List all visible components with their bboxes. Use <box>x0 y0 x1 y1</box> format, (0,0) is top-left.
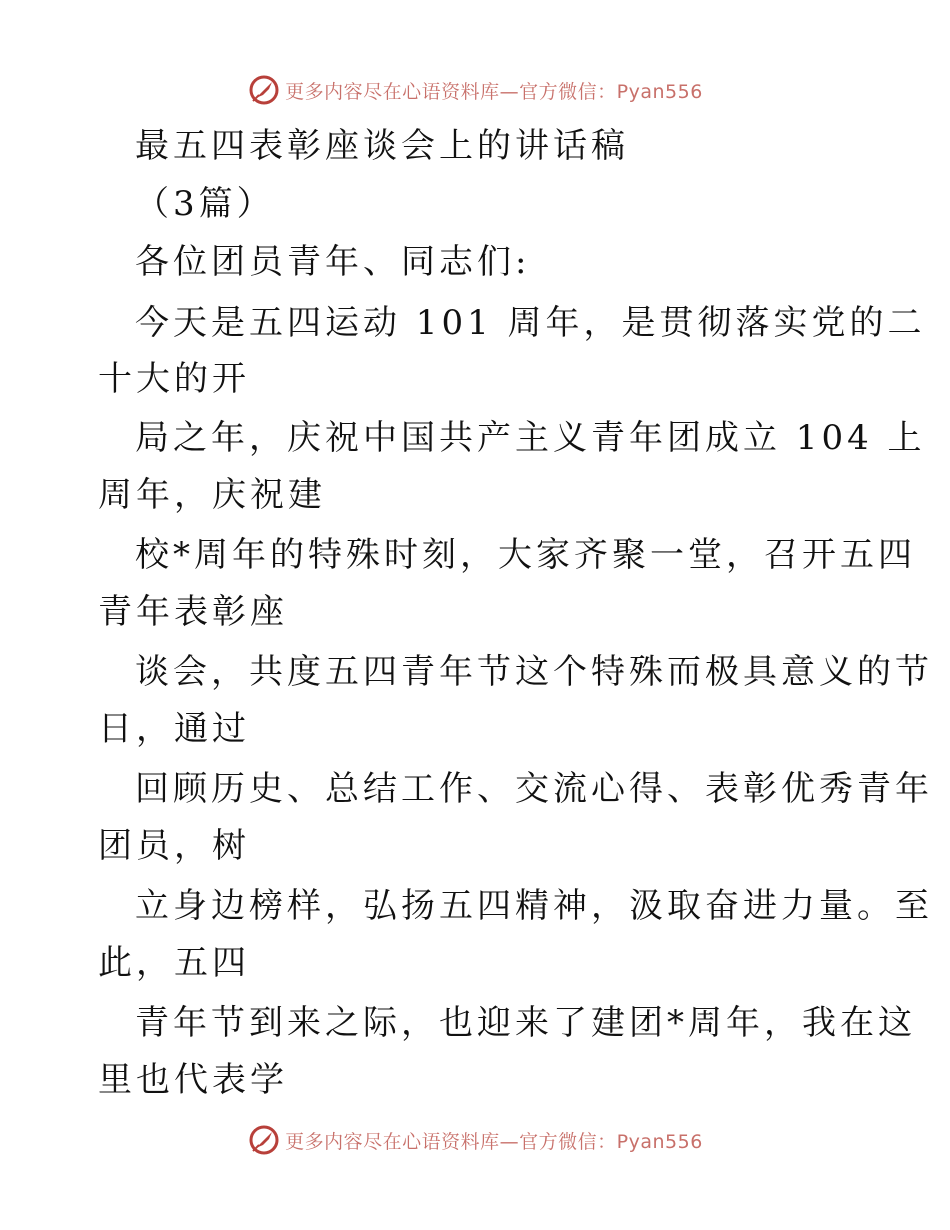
body-line: 局之年，庆祝中国共产主义青年团成立 104 上 <box>135 418 926 458</box>
document-title: 最五四表彰座谈会上的讲话稿 <box>135 126 629 166</box>
body-line: 青年节到来之际，也迎来了建团*周年，我在这 <box>135 1003 916 1043</box>
body-line: 谈会，共度五四青年节这个特殊而极具意义的节 <box>135 652 933 692</box>
salutation: 各位团员青年、同志们: <box>135 242 531 282</box>
document-subtitle: （3篇） <box>135 184 275 224</box>
body-line: 立身边榜样，弘扬五四精神，汲取奋进力量。至 <box>135 886 933 926</box>
body-line: 回顾历史、总结工作、交流心得、表彰优秀青年 <box>135 769 933 809</box>
watermark-text: 更多内容尽在心语资料库—官方微信：Pyan556 <box>285 1130 703 1153</box>
body-line: 团员，树 <box>98 826 250 866</box>
body-line: 此，五四 <box>98 943 250 983</box>
body-line: 校*周年的特殊时刻，大家齐聚一堂，召开五四 <box>135 535 916 575</box>
body-line: 周年，庆祝建 <box>98 475 326 515</box>
watermark-text: 更多内容尽在心语资料库—官方微信：Pyan556 <box>285 80 703 103</box>
body-line: 青年表彰座 <box>98 592 288 632</box>
body-line: 今天是五四运动 101 周年，是贯彻落实党的二 <box>135 303 926 343</box>
watermark-banner-bottom <box>0 1120 950 1160</box>
body-line: 十大的开 <box>98 359 250 399</box>
quill-logo-icon <box>247 1123 281 1157</box>
body-line: 里也代表学 <box>98 1060 288 1100</box>
body-line: 日，通过 <box>98 709 250 749</box>
